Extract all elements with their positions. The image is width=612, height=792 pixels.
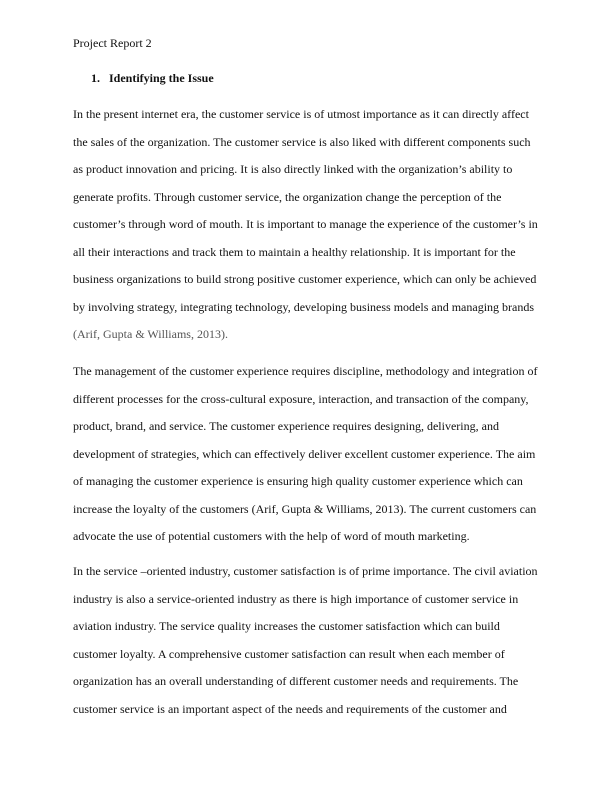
section-heading [91, 70, 214, 86]
text-line: increase the loyalty of the customers (Arif, Gupta & Williams, 2013). The current customers can [73, 501, 537, 516]
section-number: 1. [91, 71, 100, 85]
text-line: The management of the customer experience requires discipline, methodology and integration of [73, 364, 538, 378]
text-line: generate profits. Through customer service, the organization change the perception of the [73, 189, 502, 204]
text-line: the sales of the organization. The customer service is also liked with different components such [73, 134, 531, 149]
text-line: all their interactions and track them to maintain a healthy relationship. It is important for the [73, 244, 516, 259]
text-line: customer loyalty. A comprehensive customer satisfaction can result when each member of [73, 646, 505, 661]
text-line: industry is also a service-oriented industry as there is high importance of customer service in [73, 591, 519, 606]
text-line: customer’s through word of mouth. It is important to manage the experience of the customer’s in [73, 217, 538, 231]
text-line: product, brand, and service. The customer experience requires designing, delivering, and [73, 419, 499, 433]
text-line: organization has an overall understanding of different customer needs and requirements. The [73, 674, 519, 688]
running-head: Project Report 2 [73, 36, 152, 50]
text-line: of managing the customer experience is ensuring high quality customer experience which can [73, 474, 523, 488]
text-line: In the present internet era, the customer service is of utmost importance as it can directly affect [73, 107, 529, 121]
text-line-citation: (Arif, Gupta & Williams, 2013). [73, 327, 228, 341]
text-line: development of strategies, which can effectively deliver excellent customer experience. The aim [73, 446, 536, 461]
text-line: aviation industry. The service quality increases the customer satisfaction which can build [73, 619, 500, 633]
text-line: by involving strategy, integrating technology, developing business models and managing brands [73, 299, 535, 314]
text-line: as product innovation and pricing. It is also directly linked with the organization’s ability to [73, 162, 513, 176]
text-line: advocate the use of potential customers with the help of word of mouth marketing. [73, 529, 470, 543]
section-title: Identifying the Issue [109, 71, 214, 85]
text-line: customer service is an important aspect of the needs and requirements of the customer and [73, 701, 507, 716]
text-line: In the service –oriented industry, customer satisfaction is of prime importance. The civil aviation [73, 564, 538, 578]
text-line: business organizations to build strong positive customer experience, which can only be achieved [73, 272, 537, 286]
text-line: different processes for the cross-cultural exposure, interaction, and transaction of the company, [73, 391, 529, 406]
